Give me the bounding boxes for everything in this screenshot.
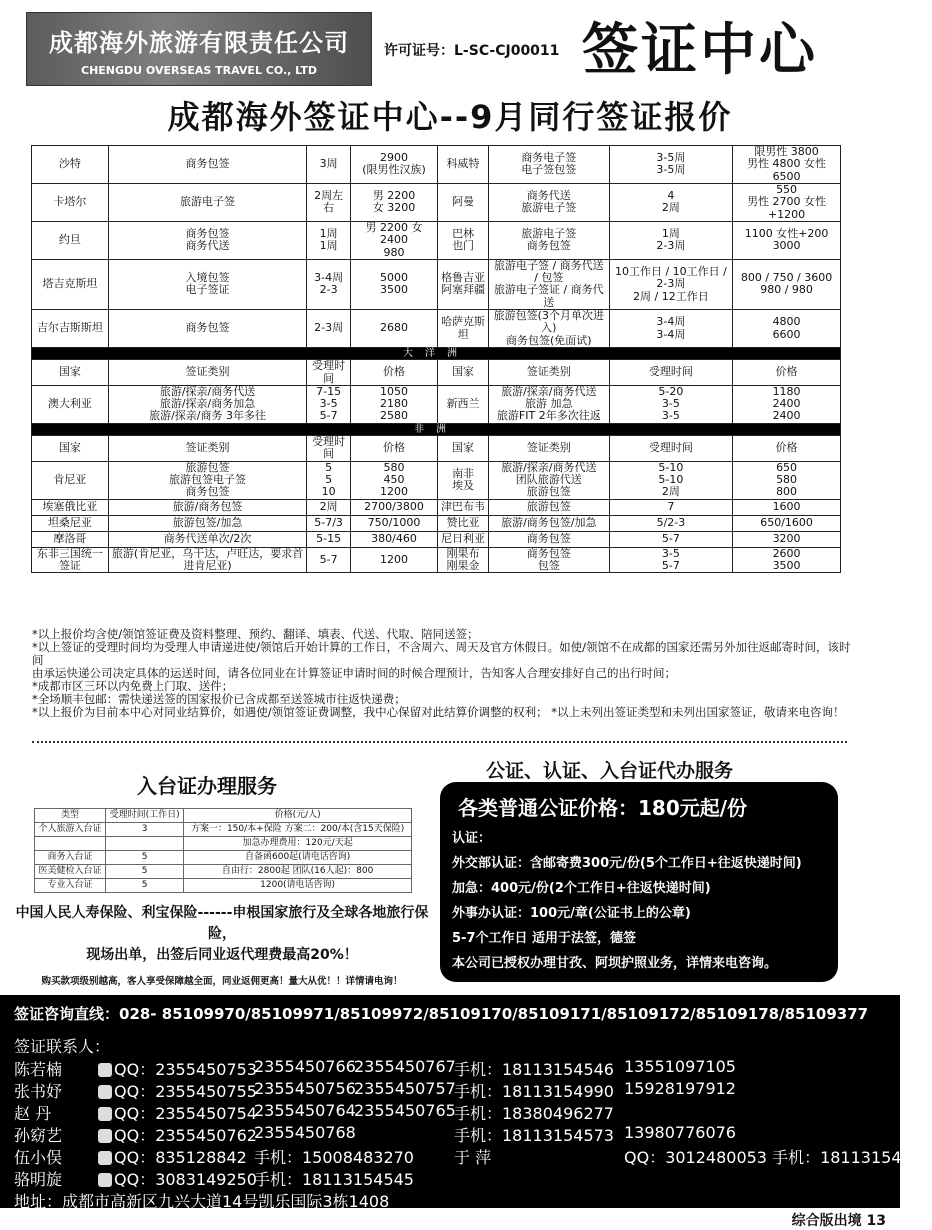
- table-cell: 3-5 5-7: [609, 547, 732, 573]
- table-cell: 摩洛哥: [32, 531, 109, 547]
- table-cell: 1200: [350, 547, 437, 573]
- table-cell: 自由行：2800起 团队(16人起)：800: [184, 865, 412, 879]
- table-cell: 国家: [32, 435, 109, 461]
- table-cell: 价格: [733, 360, 841, 386]
- table-cell: 签证类别: [108, 360, 307, 386]
- note-line: *全场顺丰包邮：需快递送签的国家报价已含成都至送签城市往返快递费；: [32, 692, 406, 706]
- table-cell: 5-15: [307, 531, 350, 547]
- qq-icon: [98, 1151, 112, 1165]
- contact-field: 手机：18113154990: [454, 1082, 614, 1101]
- notary-box: 各类普通公证价格：180元起/份 认证： 外交部认证：含邮寄费300元/份(5个工作日+往返快递时间) 加急：400元/份(2个工作日+往返快递时间) 外事办认证：100元/章(公证书上的公章) 5-7个工作日 适用于法签，德签 本公司已授权办理甘孜、阿坝护照业务，详情来电咨询。: [440, 782, 838, 982]
- notes: [32, 628, 852, 719]
- contact-row: [14, 1145, 932, 1167]
- table-cell: 专业入台证: [35, 879, 106, 893]
- table-row: [32, 385, 841, 423]
- table-cell: 3-5周 3-5周: [609, 146, 732, 184]
- table-cell: 医美健检入台证: [35, 865, 106, 879]
- table-cell: 旅游包签(3个月单次进入) 商务包签(免面试): [488, 310, 609, 348]
- table-cell: 580 450 1200: [350, 461, 437, 499]
- table-row: [35, 809, 412, 823]
- qq-icon: [98, 1107, 112, 1121]
- table-cell: 巴林 也门: [438, 221, 489, 259]
- table-cell: 2周左右: [307, 183, 350, 221]
- table-cell: 科威特: [438, 146, 489, 184]
- table-cell: 吉尔吉斯斯坦: [32, 310, 109, 348]
- table-cell: 5-20 3-5 3-5: [609, 385, 732, 423]
- page-title: 成都海外签证中心--9月同行签证报价: [167, 98, 733, 136]
- table-cell: 受理时间(工作日): [105, 809, 183, 823]
- table-cell: 沙特: [32, 146, 109, 184]
- table-cell: 塔吉克斯坦: [32, 259, 109, 309]
- contact-field: QQ：835128842: [96, 1145, 247, 1168]
- table-cell: 价格: [350, 360, 437, 386]
- table-row: [32, 146, 841, 184]
- table-cell: 价格(元/人): [184, 809, 412, 823]
- contacts-panel: [0, 995, 932, 1211]
- visa-price-table: [31, 145, 841, 573]
- table-cell: 签证类别: [488, 360, 609, 386]
- table-cell: 商务代送单次/2次: [108, 531, 307, 547]
- table-cell: 尼日利亚: [438, 531, 489, 547]
- contact-row: [14, 1079, 886, 1101]
- table-cell: 2-3周: [307, 310, 350, 348]
- table-cell: 3-4周 3-4周: [609, 310, 732, 348]
- note-line: *以上签证的受理时间均为受理人申请递进使/领馆后开始计算的工作日，不含周六、周天及官方休假日。如使/领馆不在成都的国家还需另外加往返邮寄时间，该时间: [32, 640, 851, 667]
- table-cell: 入境包签 电子签证: [108, 259, 307, 309]
- table-cell: 限男性 3800 男性 4800 女性 6500: [733, 146, 841, 184]
- qq-icon: [98, 1129, 112, 1143]
- table-cell: 格鲁吉亚 阿塞拜疆: [438, 259, 489, 309]
- table-cell: 赞比亚: [438, 515, 489, 531]
- table-cell: 国家: [438, 360, 489, 386]
- table-cell: 7: [609, 499, 732, 515]
- table-cell: 旅游电子签: [108, 183, 307, 221]
- table-cell: 2周: [307, 499, 350, 515]
- hotline: 签证咨询直线：028- 85109970/85109971/85109972/85109170/85109171/85109172/85109178/85109377: [14, 1005, 869, 1023]
- table-cell: 价格: [733, 435, 841, 461]
- table-cell: 签证类别: [108, 435, 307, 461]
- table-cell: 5000 3500: [350, 259, 437, 309]
- table-cell: 2900 (限男性汉族): [350, 146, 437, 184]
- table-cell: 受理时间: [609, 435, 732, 461]
- notary-line: 本公司已授权办理甘孜、阿坝护照业务，详情来电咨询。: [452, 956, 778, 971]
- table-cell: 旅游包签 旅游包签电子签 商务包签: [108, 461, 307, 499]
- table-cell: 阿曼: [438, 183, 489, 221]
- contact-field: QQ：3083149250: [96, 1167, 257, 1190]
- table-cell: 5: [105, 865, 183, 879]
- insurance-note: 中国人民人寿保险、利宝保险------申根国家旅行及全球各地旅行保险， 现场出单，出签后同业返代理费最高20%！ 购买款项级别越高，客人享受保障越全面，同业返佣更高！量大从优！！详情请电询！: [15, 905, 429, 987]
- table-cell: 750/1000: [350, 515, 437, 531]
- notary-line: 外交部认证：含邮寄费300元/份(5个工作日+往返快递时间): [452, 856, 802, 871]
- table-cell: 5-7: [609, 531, 732, 547]
- table-cell: 5 5 10: [307, 461, 350, 499]
- table-cell: 卡塔尔: [32, 183, 109, 221]
- table-cell: 1050 2180 2580: [350, 385, 437, 423]
- table-cell: 旅游/探亲/商务代送 团队旅游代送 旅游包签: [488, 461, 609, 499]
- table-row: [32, 360, 841, 386]
- contact-field: 手机：18113154546: [454, 1060, 614, 1079]
- table-cell: [105, 837, 183, 851]
- note-line: *以上报价为目前本中心对同业结算价，如遇使/领馆签证费调整，我中心保留对此结算价调整的权利； *以上未列出签证类型和未列出国家签证，敬请来电咨询！: [32, 705, 845, 719]
- table-cell: 商务电子签 电子签包签: [488, 146, 609, 184]
- table-cell: 5/2-3: [609, 515, 732, 531]
- table-cell: 个人旅游入台证: [35, 823, 106, 837]
- contact-field: 骆明旋: [14, 1170, 63, 1189]
- contact-row: [14, 1101, 886, 1123]
- table-row: [32, 435, 841, 461]
- table-cell: 坦桑尼亚: [32, 515, 109, 531]
- table-cell: 商务入台证: [35, 851, 106, 865]
- permit-table: [34, 808, 412, 893]
- table-row: [32, 515, 841, 531]
- table-cell: 650/1600: [733, 515, 841, 531]
- table-cell: 5-7/3: [307, 515, 350, 531]
- table-cell: 1600: [733, 499, 841, 515]
- table-cell: 旅游电子签 / 商务代送 / 包签 旅游电子签证 / 商务代送: [488, 259, 609, 309]
- notary-line: 外事办认证：100元/章(公证书上的公章): [452, 906, 691, 921]
- table-row: [32, 221, 841, 259]
- contact-field: 赵 丹: [14, 1104, 52, 1123]
- contact-row: [14, 1167, 886, 1189]
- contact-field: 手机：18380496277: [454, 1104, 614, 1123]
- license-number: 许可证号：L-SC-CJ00011: [384, 43, 560, 59]
- contact-field: 2355450757: [354, 1079, 456, 1098]
- table-cell: 价格: [350, 435, 437, 461]
- region-divider: [32, 348, 841, 360]
- table-cell: 商务代送 旅游电子签: [488, 183, 609, 221]
- table-cell: 旅游包签/加急: [108, 515, 307, 531]
- table-cell: 3: [105, 823, 183, 837]
- table-cell: 1周 2-3周: [609, 221, 732, 259]
- contact-field: 伍小俣: [14, 1148, 63, 1167]
- qq-icon: [98, 1063, 112, 1077]
- table-cell: 国家: [32, 360, 109, 386]
- table-cell: 3200: [733, 531, 841, 547]
- table-cell: 商务包签 商务代送: [108, 221, 307, 259]
- table-cell: 7-15 3-5 5-7: [307, 385, 350, 423]
- contact-field: 陈若楠: [14, 1060, 63, 1079]
- table-row: [35, 865, 412, 879]
- table-cell: 旅游包签: [488, 499, 609, 515]
- table-cell: 5-7: [307, 547, 350, 573]
- table-cell: 3周: [307, 146, 350, 184]
- notary-title: 公证、认证、入台证代办服务: [486, 760, 734, 782]
- contact-field: 13980776076: [624, 1123, 736, 1142]
- qq-icon: [98, 1173, 112, 1187]
- contact-field: 2355450765: [354, 1101, 456, 1120]
- contact-field: QQ：2355450762: [96, 1123, 257, 1146]
- table-cell: 1周 1周: [307, 221, 350, 259]
- page-footer: 综合版出境 13: [791, 1213, 886, 1229]
- contact-field: 手机：15008483270: [254, 1148, 414, 1167]
- table-row: [35, 851, 412, 865]
- table-cell: 自备函600起(请电话咨询): [184, 851, 412, 865]
- contact-field: 2355450764: [254, 1101, 356, 1120]
- note-line: 由承运快递公司决定具体的运送时间，请各位同业在计算签证申请时间的时候合理预计，告知客人合理安排好自己的出行时间；: [32, 666, 676, 680]
- contact-field: 15928197912: [624, 1079, 736, 1098]
- table-cell: 旅游/探亲/商务代送 旅游/探亲/商务加急 旅游/探亲/商务 3年多往: [108, 385, 307, 423]
- contact-field: 13551097105: [624, 1057, 736, 1076]
- table-cell: 1100 女性+200 3000: [733, 221, 841, 259]
- region-label: 非洲: [32, 423, 841, 435]
- contact-field: 2355450766: [254, 1057, 356, 1076]
- company-logo: 成都海外旅游有限责任公司 CHENGDU OVERSEAS TRAVEL CO., LTD: [26, 12, 372, 86]
- table-cell: 5: [105, 851, 183, 865]
- table-cell: 方案一：150/本+保险 方案二：200/本(含15天保险): [184, 823, 412, 837]
- table-cell: 受理时间: [307, 435, 350, 461]
- table-cell: 津巴布韦: [438, 499, 489, 515]
- table-cell: 4800 6600: [733, 310, 841, 348]
- table-row: [32, 259, 841, 309]
- qq-icon: [98, 1085, 112, 1099]
- table-cell: 哈萨克斯坦: [438, 310, 489, 348]
- table-cell: 旅游/商务包签: [108, 499, 307, 515]
- table-cell: 5-10 5-10 2周: [609, 461, 732, 499]
- visa-center-title: 签证中心: [582, 18, 818, 83]
- notary-line: 认证：: [452, 831, 492, 846]
- table-cell: 加急办理费用：120元/天起: [184, 837, 412, 851]
- table-cell: 男 2200 女 3200: [350, 183, 437, 221]
- contact-field: 2355450768: [254, 1123, 356, 1142]
- table-cell: 2600 3500: [733, 547, 841, 573]
- table-cell: 国家: [438, 435, 489, 461]
- header: [0, 0, 900, 96]
- table-row: [35, 823, 412, 837]
- table-cell: 签证类别: [488, 435, 609, 461]
- table-cell: 男 2200 女 2400 980: [350, 221, 437, 259]
- table-cell: [35, 837, 106, 851]
- contact-field: QQ：3012480053 手机：18113154571: [624, 1148, 932, 1167]
- table-cell: 650 580 800: [733, 461, 841, 499]
- contact-field: 手机：18113154545: [254, 1170, 414, 1189]
- table-row: [35, 879, 412, 893]
- contact-field: 孙窈艺: [14, 1126, 63, 1145]
- table-cell: 800 / 750 / 3600 980 / 980: [733, 259, 841, 309]
- table-row: [32, 183, 841, 221]
- table-cell: 澳大利亚: [32, 385, 109, 423]
- note-line: *成都市区三环以内免费上门取、送件；: [32, 679, 234, 693]
- note-line: *以上报价均含使/领馆签证费及资料整理、预约、翻译、填表、代送、代取、陪同送签；: [32, 627, 479, 641]
- table-cell: 3-4周 2-3: [307, 259, 350, 309]
- table-cell: 2680: [350, 310, 437, 348]
- table-cell: 5: [105, 879, 183, 893]
- region-label: 大洋洲: [32, 348, 841, 360]
- table-cell: 刚果布 刚果金: [438, 547, 489, 573]
- table-cell: 旅游(肯尼亚，乌干达，卢旺达，要求首进肯尼亚): [108, 547, 307, 573]
- contacts-label: 签证联系人：: [14, 1037, 111, 1056]
- table-cell: 2700/3800: [350, 499, 437, 515]
- contact-field: QQ：2355450753: [96, 1057, 257, 1080]
- notary-line: 加急：400元/份(2个工作日+往返快递时间): [452, 881, 711, 896]
- table-cell: 550 男性 2700 女性+1200: [733, 183, 841, 221]
- table-row: [32, 310, 841, 348]
- dotted-divider: [32, 741, 847, 743]
- table-cell: 受理时间: [307, 360, 350, 386]
- contact-row: [14, 1057, 886, 1079]
- permit-title: 入台证办理服务: [137, 774, 277, 798]
- table-cell: 1200(请电话咨询): [184, 879, 412, 893]
- table-cell: 肯尼亚: [32, 461, 109, 499]
- table-row: [35, 837, 412, 851]
- table-cell: 商务包签: [488, 531, 609, 547]
- table-cell: 1180 2400 2400: [733, 385, 841, 423]
- contact-field: 张书妤: [14, 1082, 63, 1101]
- table-cell: 商务包签 包签: [488, 547, 609, 573]
- table-row: [32, 547, 841, 573]
- contact-field: 2355450767: [354, 1057, 456, 1076]
- contact-field: QQ：2355450755: [96, 1079, 257, 1102]
- table-row: [32, 499, 841, 515]
- notary-line: 5-7个工作日 适用于法签，德签: [452, 931, 637, 946]
- address: 地址：成都市高新区九兴大道14号凯乐国际3栋1408: [14, 1192, 390, 1211]
- table-cell: 商务包签: [108, 146, 307, 184]
- table-cell: 新西兰: [438, 385, 489, 423]
- table-row: [32, 531, 841, 547]
- contact-row: [14, 1123, 886, 1145]
- table-cell: 商务包签: [108, 310, 307, 348]
- table-cell: 南非 埃及: [438, 461, 489, 499]
- table-cell: 380/460: [350, 531, 437, 547]
- table-cell: 类型: [35, 809, 106, 823]
- table-row: [32, 461, 841, 499]
- table-cell: 东非三国统一签证: [32, 547, 109, 573]
- contact-field: 手机：18113154573: [454, 1126, 614, 1145]
- table-cell: 约旦: [32, 221, 109, 259]
- table-cell: 旅游/探亲/商务代送 旅游 加急 旅游FIT 2年多次往返: [488, 385, 609, 423]
- table-cell: 4 2周: [609, 183, 732, 221]
- region-divider: [32, 423, 841, 435]
- table-cell: 埃塞俄比亚: [32, 499, 109, 515]
- table-cell: 旅游电子签 商务包签: [488, 221, 609, 259]
- table-cell: 旅游/商务包签/加急: [488, 515, 609, 531]
- contact-field: 于 萍: [454, 1148, 492, 1167]
- contact-field: 2355450756: [254, 1079, 356, 1098]
- table-cell: 10工作日 / 10工作日 / 2-3周 2周 / 12工作日: [609, 259, 732, 309]
- table-cell: 受理时间: [609, 360, 732, 386]
- contact-field: QQ：2355450754: [96, 1101, 257, 1124]
